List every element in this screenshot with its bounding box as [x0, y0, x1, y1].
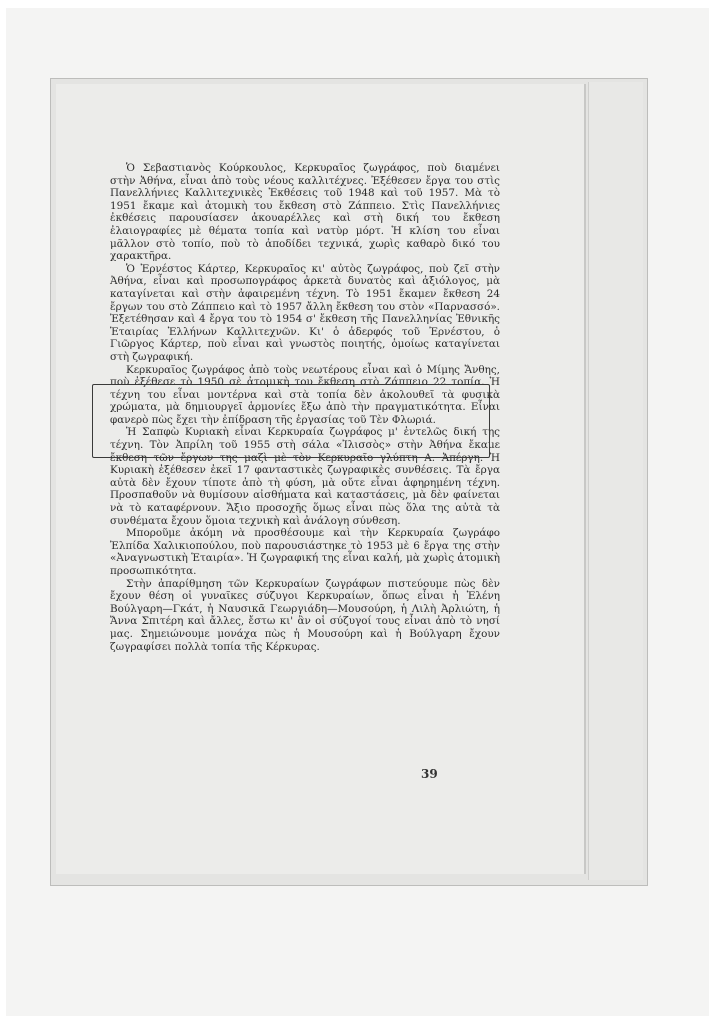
- paragraph-anthis: Κερκυραῖος ζωγράφος ἀπὸ τοὺς νεωτέρους εἶναι καὶ ὁ Μίμης Ἄνθης, ποὺ ἐξέθεσε τὸ 1950 σὲ ἀτομικὴ του ἔκθεση στὸ Ζάππειο 22 τοπία. Ἡ τέχνη του εἶναι μοντέρνα καὶ στὰ τοπία δὲν ἀκολουθεῖ τὰ φυσικὰ χρώματα, μὰ δημιουργεῖ ἁρμονίες ἔξω ἀπὸ τὴν πραγματικότητα. Εἶναι φανερὸ πὼς ἔχει τὴν ἐπίδραση τῆς ἐργασίας τοῦ Τὲν Φλωριά.: [110, 363, 500, 426]
- paragraph-spouses: Στὴν ἀπαρίθμηση τῶν Κερκυραίων ζωγράφων πιστεύουμε πὼς δὲν ἔχουν θέση οἱ γυναῖκες σύζυγοι Κερκυραίων, ὅπως εἶναι ἡ Ἑλένη Βούλγαρη—Γκάτ, ἡ Ναυσικᾶ Γεωργιάδη—Μουσούρη, ἡ Λιλὴ Ἀρλιώτη, ἡ Ἄννα Σπιτέρη καὶ ἄλλες, ἔστω κι' ἂν οἱ σύζυγοί τους εἶναι ἀπὸ τὸ νησί μας. Σημειώνουμε μονάχα πὼς ἡ Μουσούρη καὶ ἡ Βούλγαρη ἔχουν ζωγραφίσει πολλὰ τοπία τῆς Κέρκυρας.: [110, 577, 500, 653]
- handdrawn-box-annotation: [92, 384, 490, 458]
- paragraph-kyriaki: Ἡ Σαπφὼ Κυριακὴ εἶναι Κερκυραία ζωγράφος μ' ἐντελῶς δική της τέχνη. Τὸν Ἀπρίλη τοῦ 1955 στὴ σάλα «Ἰλισσὸς» στὴν Ἀθήνα ἔκαμε ἔκθεση τῶν ἔργων της μαζὶ μὲ τὸν Κερκυραῖο γλύπτη Α. Ἀπέργη. Ἡ Κυριακὴ ἐξέθεσεν ἐκεῖ 17 φανταστικὲς ζωγραφικὲς συνθέσεις. Τὰ ἔργα αὐτὰ δὲν ἔχουν τίποτε ἀπὸ τὴ φύση, μὰ οὔτε εἶναι ἀφηρημένη τέχνη. Προσπαθοῦν νὰ θυμίσουν αἰσθήματα καὶ καταστάσεις, μὰ δὲν φαίνεται νὰ τὸ καταφέρνουν. Ἄξιο προσοχῆς ὅμως εἶναι πὼς ὅλα της αὐτὰ τὰ συνθέματα ἔχουν ὅμοια τεχνικὴ καὶ ἀνάλογη σύνθεση.: [110, 426, 500, 527]
- page-number: 39: [421, 767, 438, 781]
- page-edge: [588, 82, 643, 880]
- paragraph-karter: Ὁ Ἐρνέστος Κάρτερ, Κερκυραῖος κι' αὐτὸς ζωγράφος, ποὺ ζεῖ στὴν Ἀθήνα, εἶναι καὶ προσωπογράφος ἀρκετὰ δυνατὸς καὶ ἀξιόλογος, μὰ καταγίνεται καὶ στὴν ἀφαιρεμένη τέχνη. Τὸ 1951 ἔκαμεν ἔκθεση 24 ἔργων του στὸ Ζάππειο καὶ τὸ 1957 ἄλλη ἔκθεση του στὸν «Παρνασσό». Ἐξετέθησαν καὶ 4 ἔργα του τὸ 1954 σ' ἔκθεση τῆς Πανελληνίας Ἐθνικῆς Ἑταιρίας Ἑλλήνων Καλλιτεχνῶν. Κι' ὁ ἀδερφός τοῦ Ἐρνέστου, ὁ Γιῶργος Κάρτερ, ποὺ εἶναι καὶ γνωστὸς ποιητής, ὁμοίως καταγίνεται στὴ ζωγραφική.: [110, 262, 500, 363]
- paragraph-chalikiopoulou: Μποροῦμε ἀκόμη νὰ προσθέσουμε καὶ τὴν Κερκυραία ζωγράφο Ἐλπίδα Χαλικιοπούλου, ποὺ παρουσιάστηκε τὸ 1953 μὲ 6 ἔργα της στὴν «Ἀναγνωστικὴ Ἑταιρία». Ἡ ζωγραφική της εἶναι καλή, μὰ χωρὶς ἀτομικὴ προσωπικότητα.: [110, 527, 500, 577]
- paragraph-kourkoulos: Ὁ Σεβαστιανὸς Κούρκουλος, Κερκυραῖος ζωγράφος, ποὺ διαμένει στὴν Ἀθήνα, εἶναι ἀπὸ τοὺς νέους καλλιτέχνες. Ἐξέθεσεν ἔργα του στὶς Πανελλήνιες Καλλιτεχνικὲς Ἐκθέσεις τοῦ 1948 καὶ τοῦ 1957. Μὰ τὸ 1951 ἔκαμε καὶ ἀτομικὴ του ἔκθεση στὸ Ζάππειο. Στὶς Πανελλήνιες ἐκθέσεις παρουσίασεν ἀκουαρέλλες καὶ στὴ δική του ἔκθεση ἐλαιογραφίες μὲ θέματα τοπία καὶ νατὺρ μόρτ. Ἡ κλίση του εἶναι μᾶλλον στὸ τοπίο, ποὺ τὸ ἀποδίδει τεχνικά, χωρὶς καθαρὸ δικό του χαρακτῆρα.: [110, 162, 500, 263]
